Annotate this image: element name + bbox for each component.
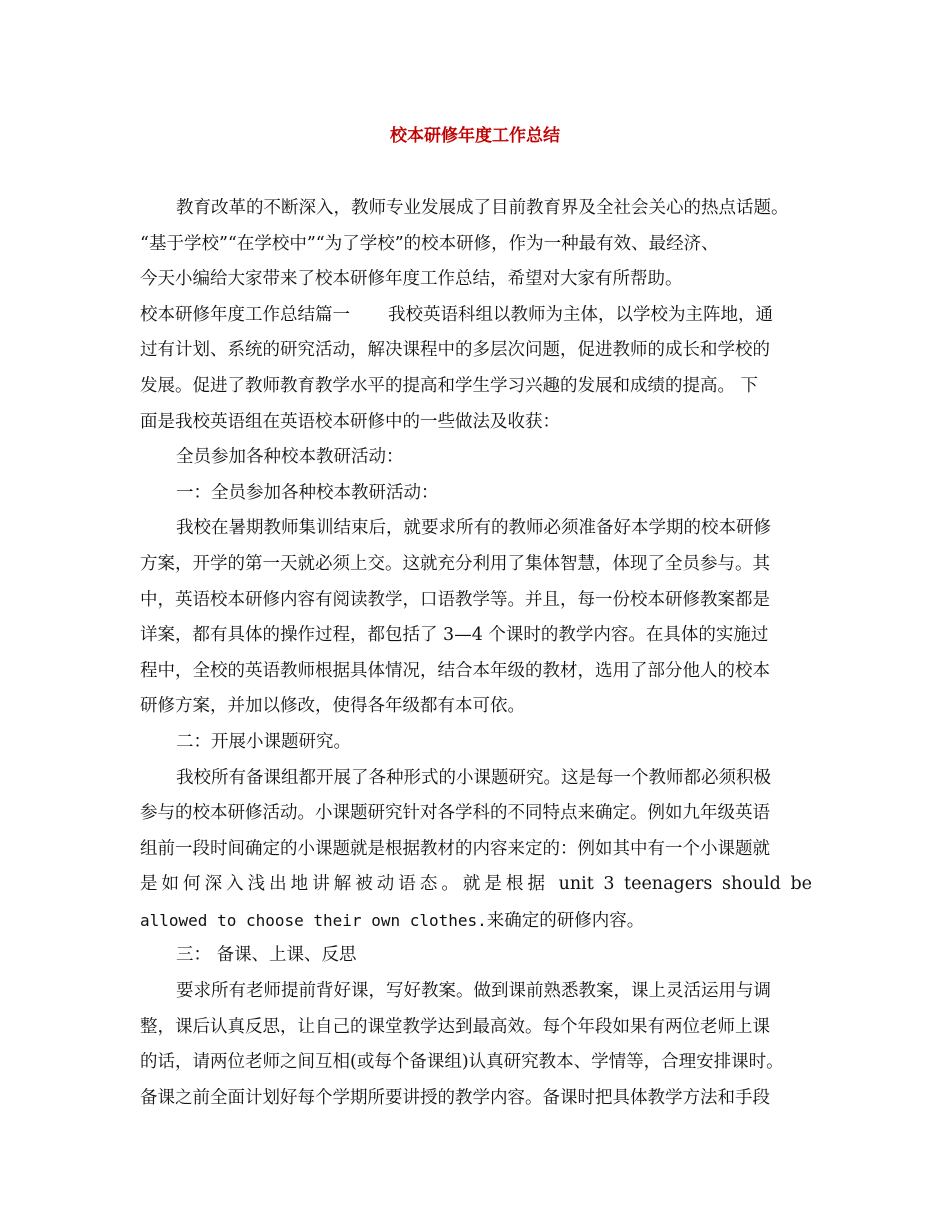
section-heading: 校本研修年度工作总结篇一 bbox=[140, 304, 350, 325]
text-line: 详案，都有具体的操作过程，都包括了 3—4 个课时的教学内容。在具体的实施过 bbox=[140, 625, 769, 646]
text-line: 发展。促进了教师教育教学水平的提高和学生学习兴趣的发展和成绩的提高。 下 bbox=[140, 375, 759, 396]
text-line: 全员参加各种校本教研活动： bbox=[176, 447, 404, 468]
text-line: 三： 备课、上课、反思 bbox=[176, 945, 357, 966]
text-line: 方案，开学的第一天就必须上交。这就充分利用了集体智慧，体现了全员参与。其 bbox=[140, 553, 770, 574]
text-line bbox=[140, 903, 812, 939]
text-line: “基于学校”“在学校中”“为了学校”的校本研修，作为一种最有效、最经济、 bbox=[140, 233, 719, 254]
text-line: 程中，全校的英语教师根据具体情况，结合本年级的教材，选用了部分他人的校本 bbox=[140, 660, 770, 681]
text-line: 过有计划、系统的研究活动，解决课程中的多层次问题，促进教师的成长和学校的 bbox=[140, 340, 770, 361]
text-line: 我校在暑期教师集训结束后，就要求所有的教师必须准备好本学期的校本研修 bbox=[176, 518, 771, 539]
document-body bbox=[140, 191, 812, 1116]
text-line: 研修方案，并加以修改，使得各年级都有本可依。 bbox=[140, 696, 525, 717]
text-line: 是如何深入浅出地讲解被动语态。就是根据 unit 3 teenagers should be bbox=[140, 874, 812, 895]
text-line bbox=[140, 298, 812, 334]
text-line: 二：开展小课题研究。 bbox=[176, 731, 351, 752]
text-fragment: 来确定的研修内容。 bbox=[486, 910, 645, 931]
text-line: 要求所有老师提前背好课，写好教案。做到课前熟悉教案，课上灵活运用与调 bbox=[176, 981, 771, 1002]
text-fragment: 我校英语科组以教师为主体，以学校为主阵地，通 bbox=[388, 304, 773, 325]
text-line: 备课之前全面计划好每个学期所要讲授的教学内容。备课时把具体教学方法和手段 bbox=[140, 1087, 770, 1108]
text-line: 今天小编给大家带来了校本研修年度工作总结，希望对大家有所帮助。 bbox=[140, 269, 683, 290]
text-line: 的话，请两位老师之间互相(或每个备课组)认真研究教本、学情等，合理安排课时。 bbox=[140, 1052, 784, 1073]
text-line: 我校所有备课组都开展了各种形式的小课题研究。这是每一个教师都必须积极 bbox=[176, 767, 771, 788]
text-fragment-english: allowed to choose their own clothes. bbox=[140, 910, 487, 930]
text-line: 教育改革的不断深入，教师专业发展成了目前教育界及全社会关心的热点话题。 bbox=[176, 198, 789, 218]
text-line: 一：全员参加各种校本教研活动： bbox=[176, 482, 439, 503]
text-line: 整，课后认真反思，让自己的课堂教学达到最高效。每个年段如果有两位老师上课 bbox=[140, 1016, 770, 1037]
text-line: 面是我校英语组在英语校本研修中的一些做法及收获： bbox=[140, 411, 560, 432]
document-title: 校本研修年度工作总结 bbox=[390, 126, 560, 146]
text-line: 组前一段时间确定的小课题就是根据教材的内容来定的：例如其中有一个小课题就 bbox=[140, 838, 770, 859]
text-line: 中，英语校本研修内容有阅读教学，口语教学等。并且，每一份校本研修教案都是 bbox=[140, 589, 770, 610]
text-line: 参与的校本研修活动。小课题研究针对各学科的不同特点来确定。例如九年级英语 bbox=[140, 803, 770, 824]
